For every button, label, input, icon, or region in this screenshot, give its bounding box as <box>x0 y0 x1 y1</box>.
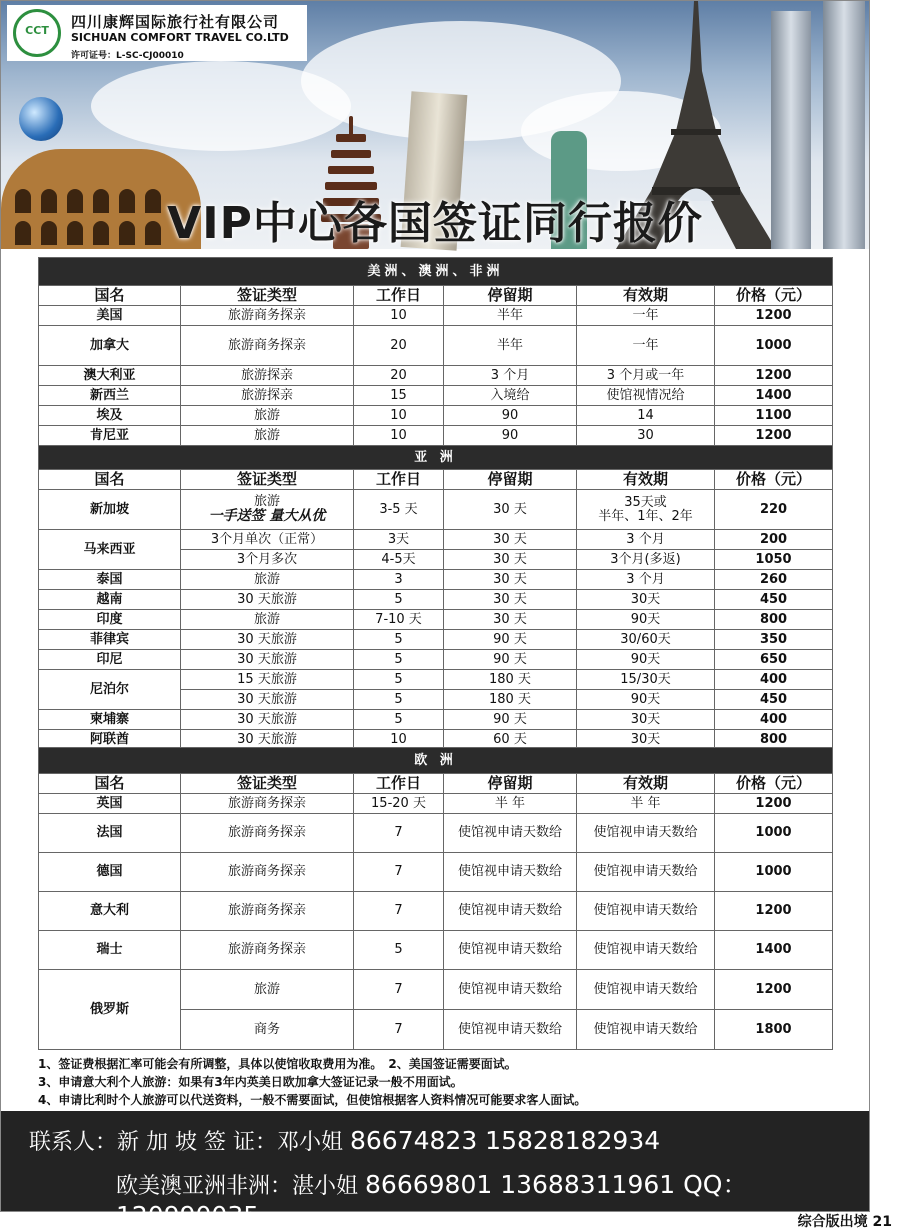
logo-icon: CCT <box>13 9 61 57</box>
company-name-en: SICHUAN COMFORT TRAVEL CO.LTD <box>71 31 289 44</box>
table-row: 30 天旅游 5 180 天 90天 450 <box>39 690 833 710</box>
table-row: 阿联酋 30 天旅游 10 60 天 30天 800 <box>39 730 833 750</box>
landmark-banner <box>1 1 869 249</box>
table-row: 英国 旅游商务探亲 15-20 天 半 年 半 年 1200 <box>39 794 833 814</box>
table-row: 俄罗斯 旅游 7 使馆视申请天数给 使馆视申请天数给 1200 <box>39 970 833 1010</box>
globe-icon <box>19 97 63 141</box>
contact-line-singapore: 联系人：新 加 坡 签 证：邓小姐 86674823 15828182934 <box>29 1126 661 1155</box>
note-line: 3、申请意大利个人旅游：如果有3年内英美日欧加拿大签证记录一般不用面试。 <box>38 1075 463 1089</box>
table-row: 法国 旅游商务探亲 7 使馆视申请天数给 使馆视申请天数给 1000 <box>39 814 833 853</box>
page-title: VIP中心各国签证同行报价 <box>167 198 703 249</box>
table-row: 泰国 旅游 3 30 天 3 个月 260 <box>39 570 833 590</box>
table-row: 澳大利亚 旅游探亲 20 3 个月 3 个月或一年 1200 <box>39 366 833 386</box>
table-row: 印度 旅游 7-10 天 30 天 90天 800 <box>39 610 833 630</box>
phone-numbers: 86674823 15828182934 <box>349 1126 661 1155</box>
table-row: 瑞士 旅游商务探亲 5 使馆视申请天数给 使馆视申请天数给 1400 <box>39 931 833 970</box>
table-header: 国名 签证类型 工作日 停留期 有效期 价格（元） <box>39 774 833 794</box>
table-row: 菲律宾 30 天旅游 5 90 天 30/60天 350 <box>39 630 833 650</box>
table-row: 柬埔寨 30 天旅游 5 90 天 30天 400 <box>39 710 833 730</box>
table-row: 埃及 旅游 10 90 14 1100 <box>39 406 833 426</box>
company-logo <box>7 5 307 61</box>
phone-numbers: 86669801 13688311961 QQ：120990035 <box>116 1170 748 1230</box>
contact-line-global: 欧美澳亚洲非洲：湛小姐 86669801 13688311961 QQ：120990035 <box>116 1170 748 1230</box>
note-line: 1、签证费根据汇率可能会有所调整，具体以使馆收取费用为准。 2、美国签证需要面试。 <box>38 1057 517 1071</box>
table-row: 新加坡 旅游 一手送签 量大从优 3-5 天 30 天 35天或 半年、1年、2年 220 <box>39 490 833 530</box>
table-row: 3个月多次 4-5天 30 天 3个月(多返) 1050 <box>39 550 833 570</box>
table-row: 商务 7 使馆视申请天数给 使馆视申请天数给 1800 <box>39 1010 833 1050</box>
visa-table-asia <box>38 445 833 750</box>
section-title: 欧 洲 <box>39 748 833 774</box>
table-row: 加拿大 旅游商务探亲 20 半年 一年 1000 <box>39 326 833 366</box>
table-row: 越南 30 天旅游 5 30 天 30天 450 <box>39 590 833 610</box>
table-row: 德国 旅游商务探亲 7 使馆视申请天数给 使馆视申请天数给 1000 <box>39 853 833 892</box>
table-row: 肯尼亚 旅游 10 90 30 1200 <box>39 426 833 446</box>
visa-table-americas <box>38 257 833 446</box>
license-number: 许可证号：L-SC-CJ00010 <box>71 51 184 61</box>
table-row: 美国 旅游商务探亲 10 半年 一年 1200 <box>39 306 833 326</box>
promo-text: 一手送签 量大从优 <box>208 507 326 524</box>
table-row: 马来西亚 3个月单次（正常） 3天 30 天 3 个月 200 <box>39 530 833 550</box>
table-header: 国名 签证类型 工作日 停留期 有效期 价格（元） <box>39 470 833 490</box>
table-row: 印尼 30 天旅游 5 90 天 90天 650 <box>39 650 833 670</box>
company-name-cn: 四川康辉国际旅行社有限公司 <box>71 13 280 31</box>
notes <box>38 1055 838 1109</box>
page-number: 21 <box>872 1214 892 1230</box>
table-row: 新西兰 旅游探亲 15 入境给 使馆视情况给 1400 <box>39 386 833 406</box>
table-row: 意大利 旅游商务探亲 7 使馆视申请天数给 使馆视申请天数给 1200 <box>39 892 833 931</box>
visa-table-europe <box>38 747 833 1050</box>
note-line: 4、申请比利时个人旅游可以代送资料，一般不需要面试，但使馆根据客人资料情况可能要求客人面试。 <box>38 1093 587 1107</box>
page-footer: 综合版出境 21 <box>797 1214 892 1230</box>
table-row: 尼泊尔 15 天旅游 5 180 天 15/30天 400 <box>39 670 833 690</box>
table-header: 国名 签证类型 工作日 停留期 有效期 价格（元） <box>39 286 833 306</box>
section-title: 亚 洲 <box>39 446 833 470</box>
section-title: 美洲、澳洲、非洲 <box>39 258 833 286</box>
